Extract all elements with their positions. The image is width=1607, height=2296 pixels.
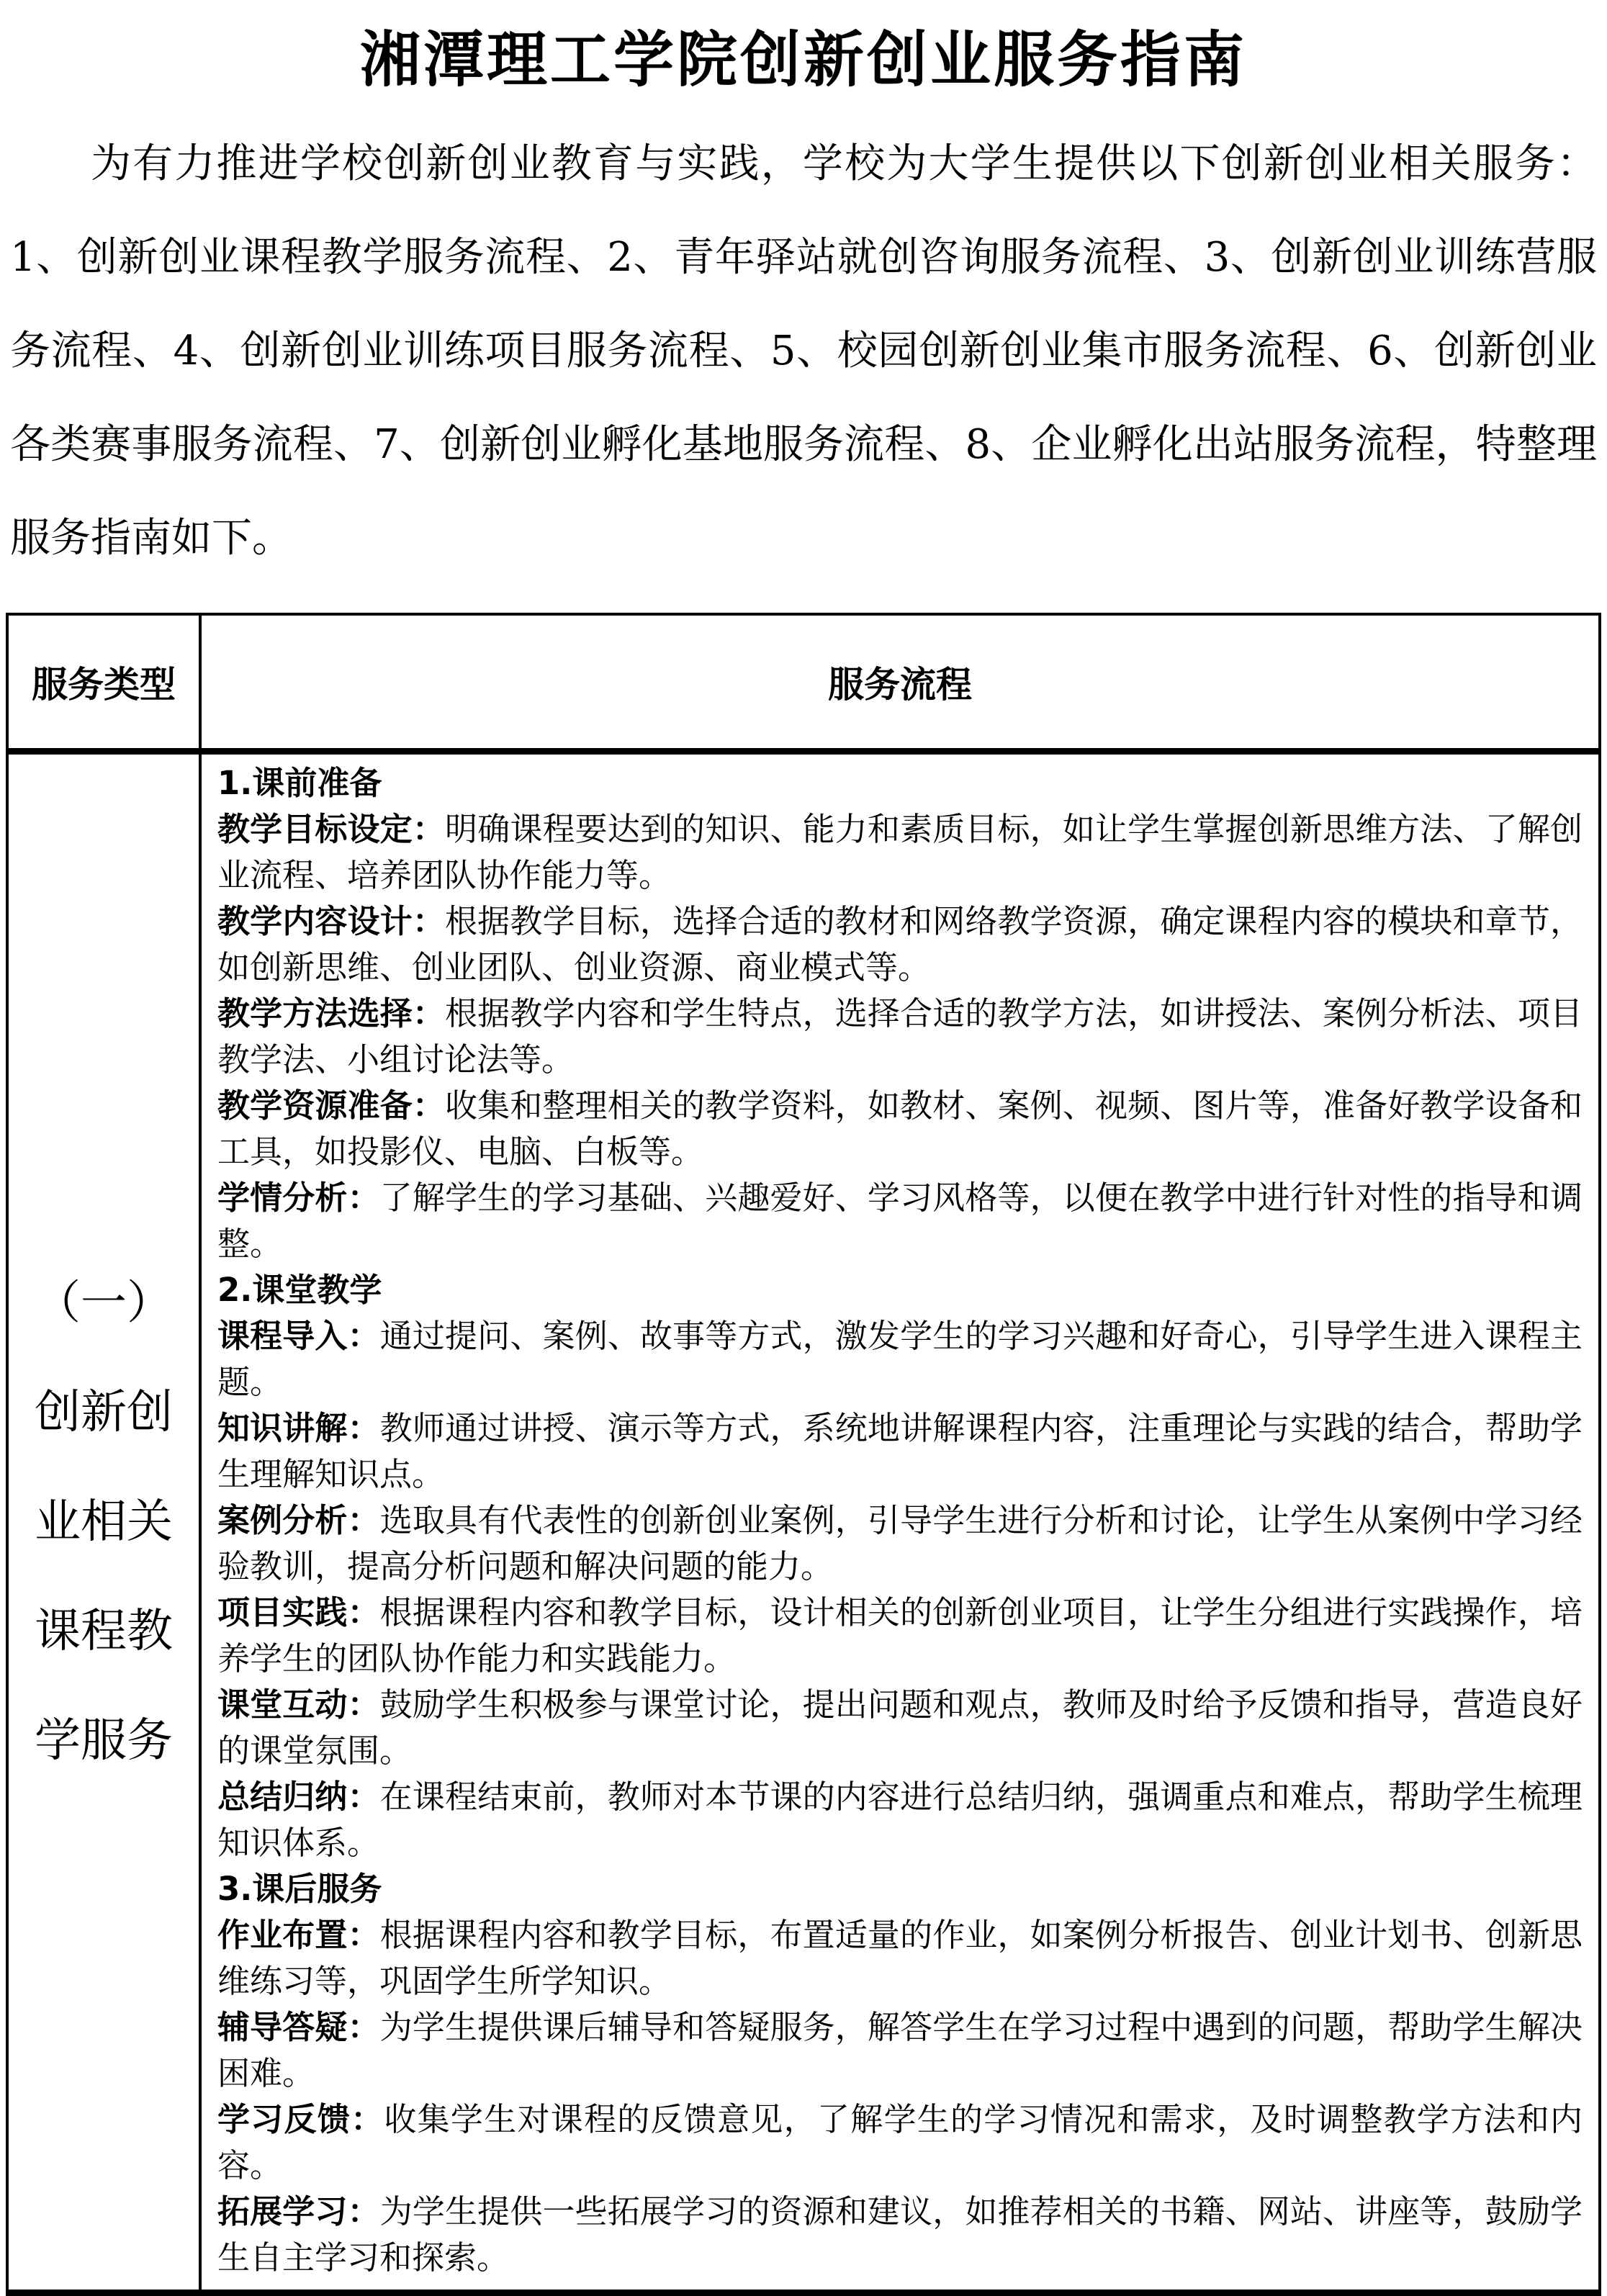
item-text: 收集和整理相关的教学资料，如教材、案例、视频、图片等，准备好教学设备和工具，如投影仪、电脑、白板等。 bbox=[217, 1086, 1583, 1171]
item-text: 收集学生对课程的反馈意见，了解学生的学习情况和需求，及时调整教学方法和内容。 bbox=[217, 2100, 1583, 2184]
item-label: 总结归纳： bbox=[217, 1778, 380, 1816]
process-item bbox=[217, 2004, 1583, 2097]
process-item bbox=[217, 1405, 1583, 1498]
service-type-line: 业相关 bbox=[35, 1495, 173, 1549]
item-label: 学情分析： bbox=[217, 1179, 380, 1217]
item-label: 教学资源准备： bbox=[217, 1086, 446, 1125]
item-text: 鼓励学生积极参与课堂讨论，提出问题和观点，教师及时给予反馈和指导，营造良好的课堂氛围。 bbox=[217, 1685, 1583, 1770]
item-label: 作业布置： bbox=[217, 1916, 380, 1954]
process-item bbox=[217, 1498, 1583, 1590]
process-item bbox=[217, 1175, 1583, 1267]
col-header-service-type: 服务类型 bbox=[7, 614, 200, 752]
process-item bbox=[217, 1083, 1583, 1175]
item-text: 根据课程内容和教学目标，设计相关的创新创业项目，让学生分组进行实践操作，培养学生的团队协作能力和实践能力。 bbox=[217, 1593, 1583, 1678]
item-label: 辅导答疑： bbox=[217, 2008, 380, 2046]
intro-paragraph: 为有力推进学校创新创业教育与实践，学校为大学生提供以下创新创业相关服务：1、创新创业课程教学服务流程、2、青年驿站就创咨询服务流程、3、创新创业训练营服务流程、4、创新创业训练项目服务流程、5、校园创新创业集市服务流程、6、创新创业各类赛事服务流程、7、创新创业孵化基地服务流程、8、企业孵化出站服务流程，特整理服务指南如下。 bbox=[10, 140, 1597, 562]
process-item bbox=[217, 1313, 1583, 1405]
item-label: 拓展学习： bbox=[217, 2192, 380, 2230]
item-label: 教学目标设定： bbox=[217, 810, 446, 848]
service-table bbox=[6, 613, 1601, 2296]
process-item bbox=[217, 2097, 1583, 2189]
table-row bbox=[7, 752, 1600, 2293]
service-type-cell bbox=[7, 752, 200, 2293]
process-item bbox=[217, 806, 1583, 899]
item-text: 在课程结束前，教师对本节课的内容进行总结归纳，强调重点和难点，帮助学生梳理知识体系。 bbox=[217, 1778, 1583, 1862]
service-process-cell bbox=[200, 752, 1600, 2293]
item-label: 案例分析： bbox=[217, 1501, 380, 1539]
item-label: 学习反馈： bbox=[217, 2100, 384, 2138]
item-label: 项目实践： bbox=[217, 1593, 380, 1631]
service-type-line: （一） bbox=[35, 1277, 173, 1330]
process-item bbox=[217, 1590, 1583, 1682]
col-header-service-process: 服务流程 bbox=[200, 614, 1600, 752]
item-text: 选取具有代表性的创新创业案例，引导学生进行分析和讨论，让学生从案例中学习经验教训，提高分析问题和解决问题的能力。 bbox=[217, 1501, 1583, 1585]
process-item bbox=[217, 991, 1583, 1083]
page-title: 湘潭理工学院创新创业服务指南 bbox=[359, 24, 1247, 95]
section-heading-in-class: 2.课堂教学 bbox=[217, 1271, 382, 1309]
item-label: 课堂互动： bbox=[217, 1685, 380, 1724]
item-label: 知识讲解： bbox=[217, 1409, 380, 1447]
process-item bbox=[217, 1912, 1583, 2004]
item-text: 通过提问、案例、故事等方式，激发学生的学习兴趣和好奇心，引导学生进入课程主题。 bbox=[217, 1317, 1583, 1401]
process-item bbox=[217, 2189, 1583, 2281]
item-text: 教师通过讲授、演示等方式，系统地讲解课程内容，注重理论与实践的结合，帮助学生理解知识点。 bbox=[217, 1409, 1583, 1493]
section-heading-pre-class: 1.课前准备 bbox=[217, 764, 382, 802]
table-header-row bbox=[7, 614, 1600, 752]
item-text: 根据教学目标，选择合适的教材和网络教学资源，确定课程内容的模块和章节，如创新思维、创业团队、创业资源、商业模式等。 bbox=[217, 902, 1583, 986]
item-text: 了解学生的学习基础、兴趣爱好、学习风格等，以便在教学中进行针对性的指导和调整。 bbox=[217, 1179, 1583, 1263]
section-heading-after-class: 3.课后服务 bbox=[217, 1870, 382, 1908]
item-label: 课程导入： bbox=[217, 1317, 380, 1355]
item-label: 教学内容设计： bbox=[217, 902, 446, 940]
item-text: 明确课程要达到的知识、能力和素质目标，如让学生掌握创新思维方法、了解创业流程、培养团队协作能力等。 bbox=[217, 810, 1583, 894]
item-text: 根据教学内容和学生特点，选择合适的教学方法，如讲授法、案例分析法、项目教学法、小组讨论法等。 bbox=[217, 994, 1583, 1079]
item-text: 为学生提供课后辅导和答疑服务，解答学生在学习过程中遇到的问题，帮助学生解决困难。 bbox=[217, 2008, 1583, 2092]
item-label: 教学方法选择： bbox=[217, 994, 446, 1032]
process-item bbox=[217, 899, 1583, 991]
process-item bbox=[217, 1682, 1583, 1774]
service-type-line: 课程教 bbox=[35, 1605, 173, 1658]
process-item bbox=[217, 1774, 1583, 1866]
item-text: 为学生提供一些拓展学习的资源和建议，如推荐相关的书籍、网站、讲座等，鼓励学生自主学习和探索。 bbox=[217, 2192, 1583, 2277]
service-type-line: 创新创 bbox=[35, 1386, 173, 1439]
item-text: 根据课程内容和教学目标，布置适量的作业，如案例分析报告、创业计划书、创新思维练习等，巩固学生所学知识。 bbox=[217, 1916, 1583, 2000]
service-type-line: 学服务 bbox=[35, 1714, 173, 1768]
